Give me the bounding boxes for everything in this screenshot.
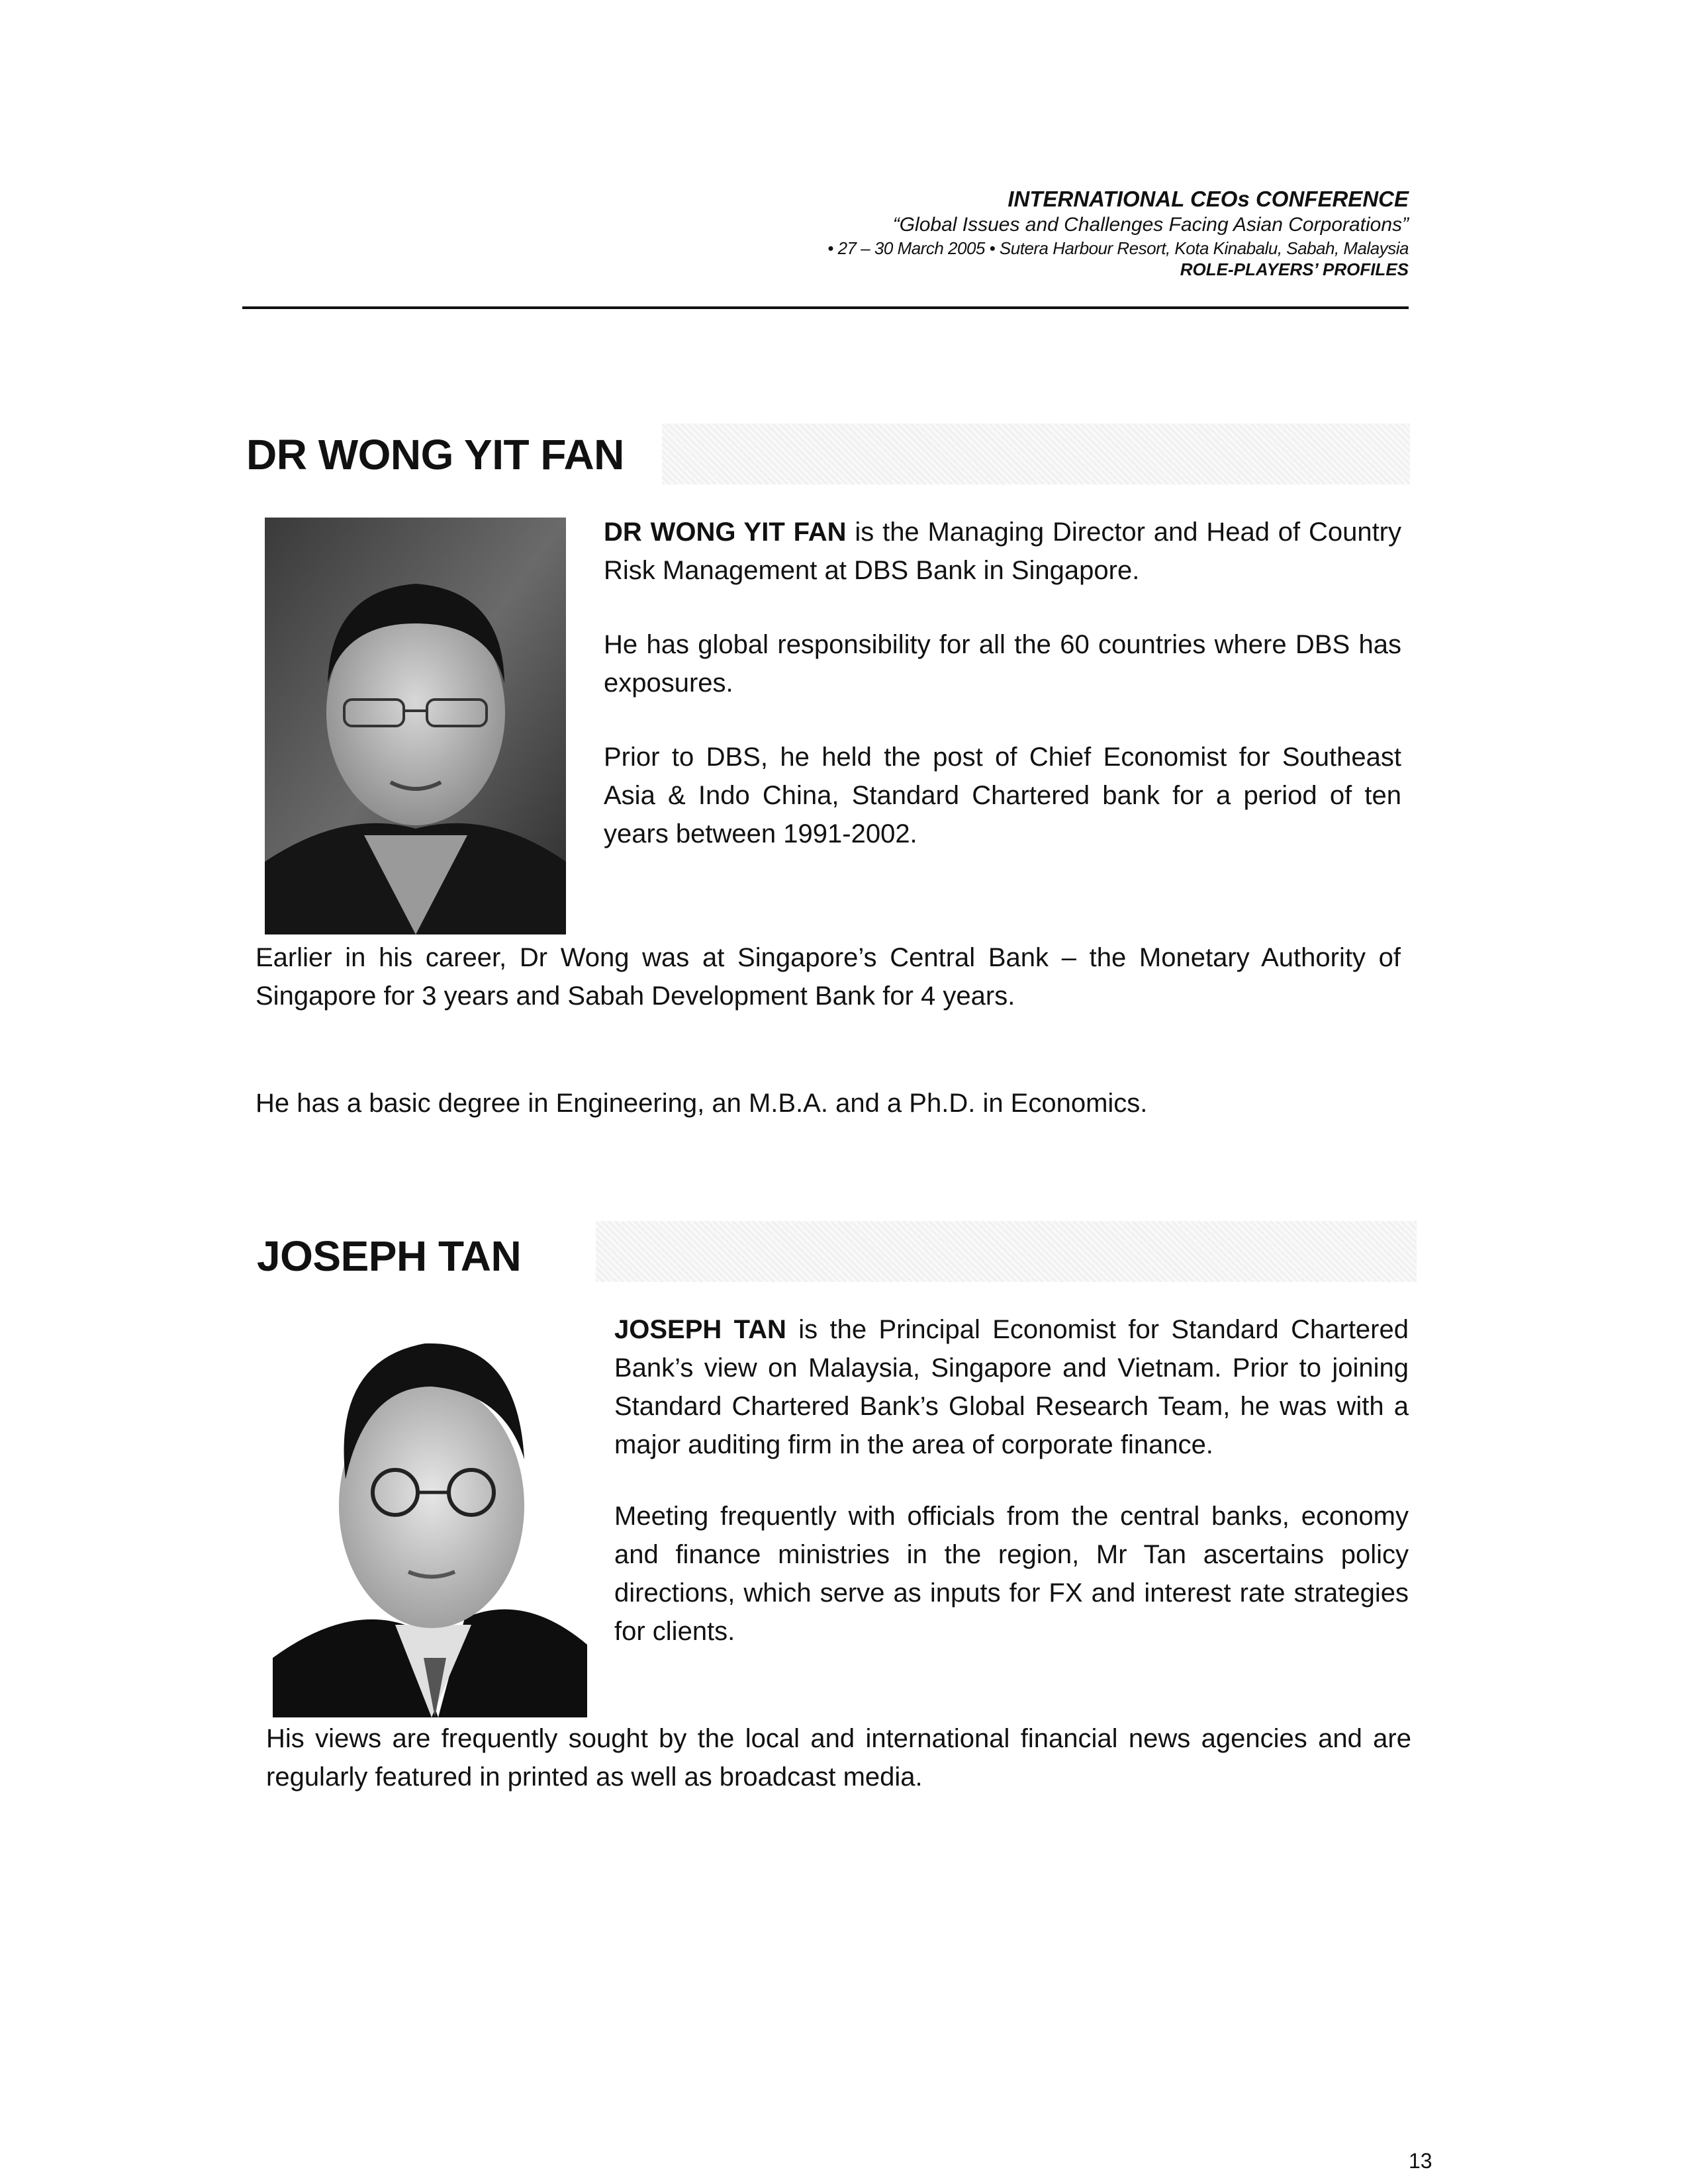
profile-wong-para-3: Prior to DBS, he held the post of Chief Economist for Southeast Asia & Indo China, Standard Chartered bank for a period of ten years between 1991-2002. [604,743,1401,848]
profile-name-wong: DR WONG YIT FAN [246,431,624,478]
name-banner-shade [596,1221,1417,1282]
conference-subtitle: “Global Issues and Challenges Facing Asian Corporations” [892,214,1409,236]
profile-tan-para-2: Meeting frequently with officials from the central banks, economy and finance ministries in the region, Mr Tan ascertains policy directions, which serve as inputs for FX and interest rate strategies for clients. [614,1502,1409,1646]
conference-header [482,185,1409,281]
name-banner-shade [662,424,1410,484]
intro-name-bold: JOSEPH TAN [614,1315,786,1344]
profile-wong-intro [604,513,1401,590]
intro-name-bold: DR WONG YIT FAN [604,518,847,547]
section-title: ROLE-PLAYERS’ PROFILES [1180,259,1409,280]
profile-wong-para-4: Earlier in his career, Dr Wong was at Singapore’s Central Bank – the Monetary Authority of Singapore for 3 years and Sabah Development Bank for 4 years. [256,943,1401,1011]
intro-text: is the Principal Economist for Standard Chartered Bank’s view on Malaysia, Singapore and Vietnam. Prior to joining Standard Chartered Bank’s Global Research Team, he was with a major auditing firm in the area of corporate finance. [614,1315,1409,1459]
conference-dates-location: • 27 – 30 March 2005 • Sutera Harbour Resort, Kota Kinabalu, Sabah, Malaysia [827,238,1409,258]
profile-tan-intro [614,1310,1409,1464]
portrait-photo-tan [273,1314,587,1717]
portrait-photo-icon [273,1314,587,1717]
header-divider [242,306,1409,309]
profile-wong-para-5: He has a basic degree in Engineering, an M.B.A. and a Ph.D. in Economics. [256,1089,1148,1118]
profile-name-tan: JOSEPH TAN [257,1232,522,1280]
page-number: 13 [1409,2149,1432,2173]
profile-tan-para-3: His views are frequently sought by the local and international financial news agencies and are regularly featured in printed as well as broadcast media. [266,1724,1411,1792]
intro-text: is the Managing Director and Head of Country Risk Management at DBS Bank in Singapore. [604,518,1402,585]
profile-wong-para-2: He has global responsibility for all the 60 countries where DBS has exposures. [604,630,1401,698]
portrait-photo-icon [265,518,566,934]
conference-title: INTERNATIONAL CEOs CONFERENCE [1008,187,1409,211]
portrait-photo-wong [265,518,566,934]
